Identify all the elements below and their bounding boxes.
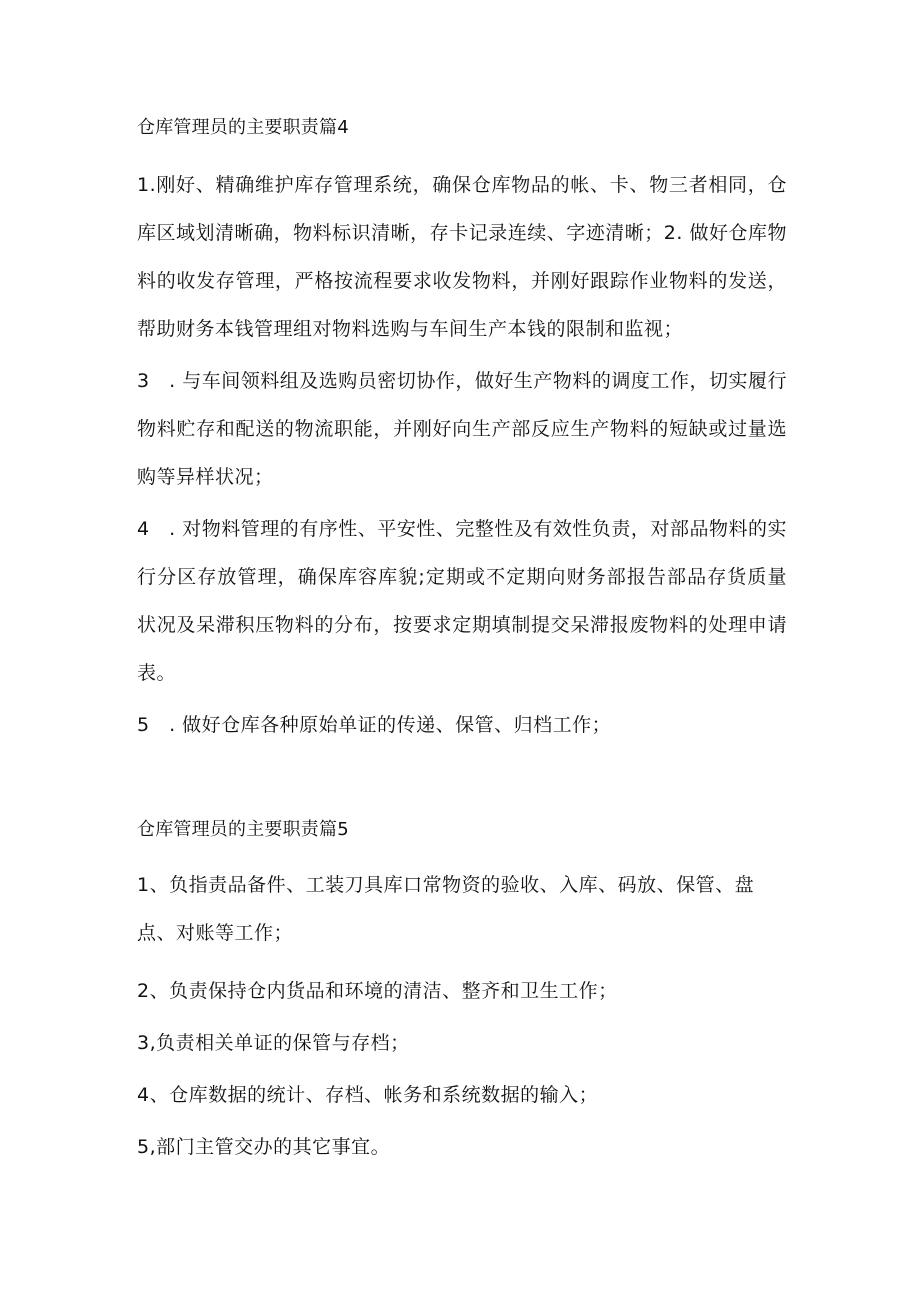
section-4: [137, 115, 787, 749]
section-5-heading: 仓库管理员的主要职责篇5: [137, 819, 349, 840]
section-4-paragraph-3: 3 . 与车间领料组及选购员密切协作，做好生产物料的调度工作，切实履行物料贮存和配送的物流职能，并刚好向生产部反应生产物料的短缺或过量选购等异样状况；: [137, 370, 787, 488]
section-4-paragraph-4: 4 . 对物料管理的有序性、平安性、完整性及有效性负责，对部品物料的实行分区存放管理，确保库容库貌;定期或不定期向财务部报告部品存货质量状况及呆滞积压物料的分布，按要求定期填制提交呆滞报废物料的处理申请表。: [137, 518, 787, 684]
section-4-paragraph-1: 1.刚好、精确维护库存管理系统，确保仓库物品的帐、卡、物三者相同，仓库区域划清晰确，物料标识清晰，存卡记录连续、字迹清晰；2. 做好仓库物料的收发存管理，严格按流程要求收发物料，并刚好跟踪作业物料的发送，帮助财务本钱管理组对物料选购与车间生产本钱的限制和监视；: [137, 174, 787, 340]
section-5-item-5: 5,部门主管交办的其它事宜。: [137, 1136, 391, 1158]
section-4-paragraph-5: 5 . 做好仓库各种原始单证的传递、保管、归档工作；: [137, 714, 612, 736]
section-5-item-3: 3,负责相关单证的保管与存档；: [137, 1032, 410, 1054]
section-5-item-1: 1、负指责品备件、工装刀具库口常物资的验收、入库、码放、保管、盘点、对账等工作；: [137, 874, 755, 944]
section-4-heading: 仓库管理员的主要职责篇4: [137, 117, 349, 138]
section-5-item-2: 2、负责保持仓内货品和环境的清洁、整齐和卫生工作；: [137, 980, 618, 1002]
section-5: [137, 817, 787, 1171]
section-5-item-4: 4、仓库数据的统计、存档、帐务和系统数据的输入；: [137, 1084, 599, 1106]
